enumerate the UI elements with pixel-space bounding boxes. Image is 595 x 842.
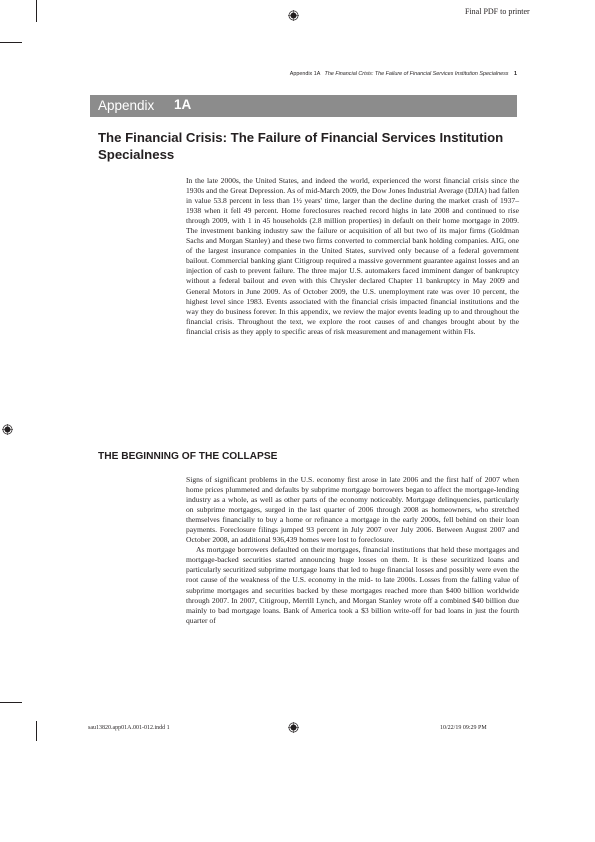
section-paragraph-2: As mortgage borrowers defaulted on their mortgages, financial institutions that held these mortgages and mortgage-backed securities started announcing huge losses on them. It is these securitized loans and particularly securitized subprime mortgage loans that led to huge financial losses and possibly were even the root cause of the weakness of the U.S. economy in the mid- to late 2000s. Losses from the falling value of subprime mortgages and securities backed by these mortgages reached more than $400 billion worldwide through 2007. In 2007, Citigroup, Merrill Lynch, and Morgan Stanley wrote off a combined $40 billion due mainly to bad mortgage loans. Bank of America took a $3 billion write-off for bad loans in just the fourth quarter of (186, 545, 519, 625)
registration-mark-top (288, 10, 299, 21)
intro-body (186, 176, 519, 337)
intro-paragraph: In the late 2000s, the United States, and indeed the world, experienced the worst financial crisis since the 1930s and the Great Depression. As of mid-March 2009, the Dow Jones Industrial Average (DJIA) had fallen in value 53.8 percent in less than 1½ years' time, larger than the decline during the market crash of 1937–1938 when it fell 49 percent. Home foreclosures reached record highs in late 2008 and continued to rise through 2009, with 1 in 45 households (2.8 million properties) in default on their home mortgage in 2009. The investment banking industry saw the failure or acquisition of all but two of its major firms (Goldman Sachs and Morgan Stanley) and these two firms converted to commercial bank holding companies. AIG, one of the largest insurance companies in the United States, survived only because of a federal government bailout. Commercial banking giant Citigroup required a massive government guarantee against losses and an injection of cash to prevent failure. The three major U.S. automakers faced imminent danger of bankruptcy without a federal bailout and even with this Chrysler declared Chapter 11 bankruptcy in May 2009 and General Motors in June 2009. As of October 2009, the U.S. unemployment rate was over 10 percent, the highest level since 1983. Events associated with the financial crisis impacted financial institutions and the way they do business forever. In this appendix, we review the major events leading up to and throughout the financial crisis. Throughout the text, we explore the root causes of and changes brought about by the financial crisis as they apply to specific areas of risk measurement and management within FIs. (186, 176, 519, 336)
running-head-label: Appendix 1A (289, 71, 321, 77)
crop-mark-bottom-left (36, 721, 37, 741)
appendix-number: 1A (174, 97, 192, 112)
section-paragraph-1: Signs of significant problems in the U.S. economy first arose in late 2006 and the first half of 2007 when home prices plummeted and defaults by subprime mortgage borrowers began to affect the mortgage-lending industry as a whole, as well as other parts of the economy noticeably. Mortgage delinquencies, particularly on subprime mortgages, surged in the last quarter of 2006 through 2008 as homeowners, who stretched themselves financially to buy a home or refinance a mortgage in the early 2000s, fell behind on their loan payments. Foreclosure filings jumped 93 percent in July 2007 over July 2006. Between August 2007 and October 2008, an additional 936,439 homes were lost to foreclosure. (186, 475, 519, 545)
appendix-label: Appendix (98, 98, 155, 113)
section-heading: THE BEGINNING OF THE COLLAPSE (98, 451, 278, 462)
footer-timestamp: 10/22/19 09:29 PM (440, 725, 487, 731)
running-head-title: The Financial Crisis: The Failure of Financial Services Institution Specialness (324, 71, 509, 77)
section-body (186, 475, 519, 626)
chapter-title: The Financial Crisis: The Failure of Financial Services Institution Specialness (98, 130, 504, 162)
running-head (290, 71, 517, 77)
printer-note: Final PDF to printer (465, 7, 530, 16)
running-head-page-number: 1 (514, 71, 517, 77)
crop-mark-top-left (36, 0, 37, 22)
registration-mark-bottom (288, 722, 299, 733)
footer-file-slug: sau13820.app01A.001-012.indd 1 (88, 725, 170, 731)
crop-mark-bottom-left-horizontal (0, 702, 22, 703)
appendix-banner (90, 95, 517, 117)
registration-mark-left (2, 424, 13, 435)
crop-mark-top-left-horizontal (0, 42, 22, 43)
